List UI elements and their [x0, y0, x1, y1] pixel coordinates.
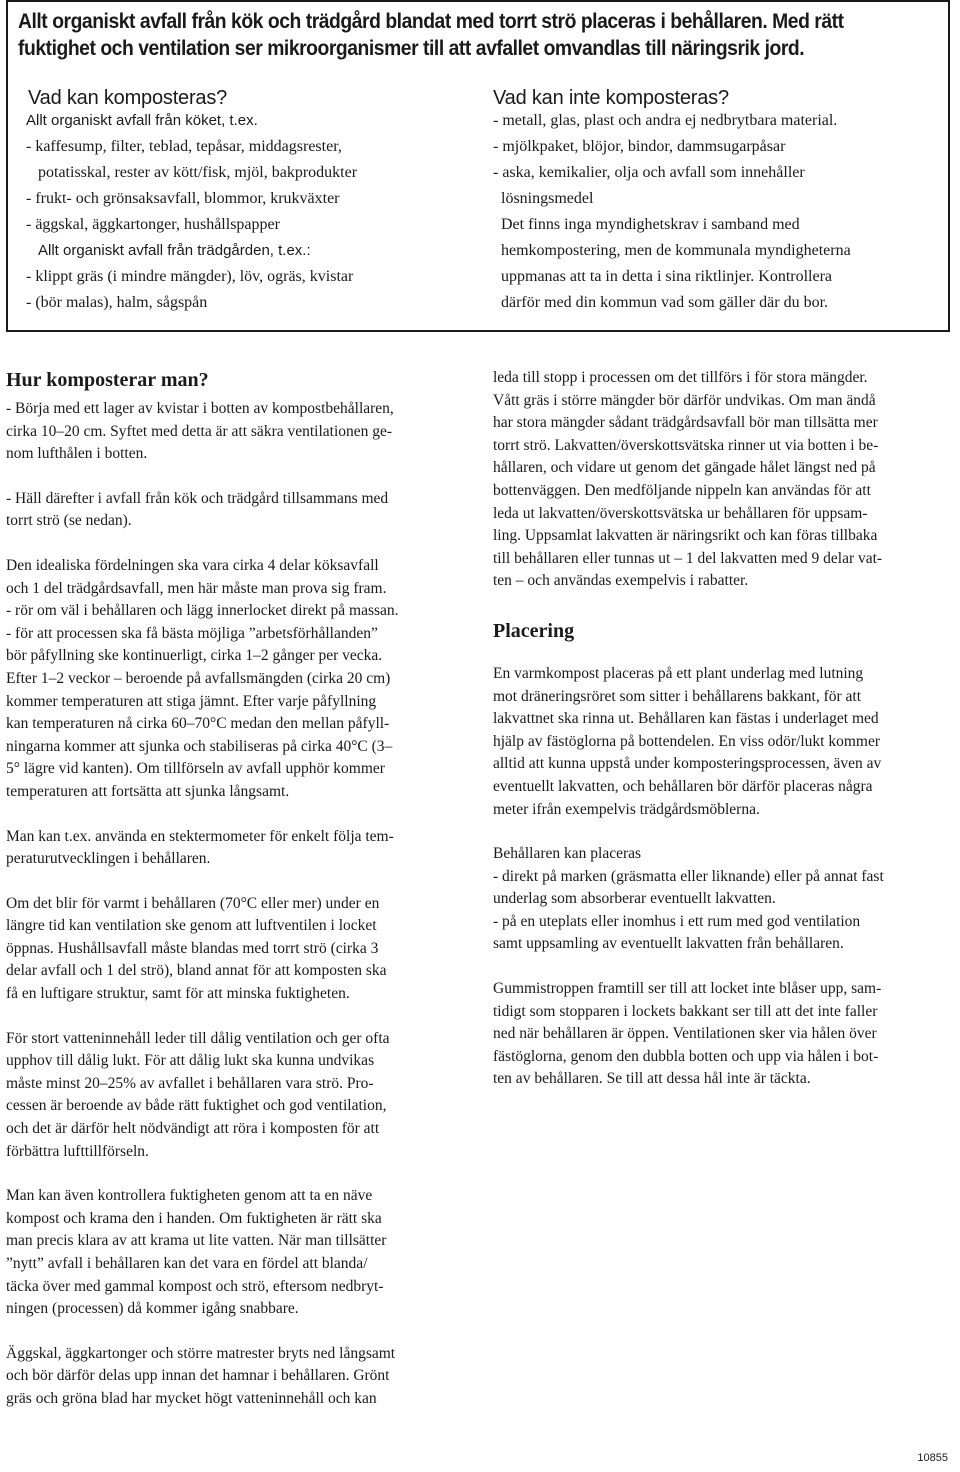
- text-line: Man kan även kontrollera fuktigheten genom att ta en näve: [6, 1187, 373, 1205]
- list-item: Allt organiskt avfall från trädgården, t.ex.:: [38, 242, 311, 259]
- text-line: gräs och gröna blad har mycket högt vatteninnehåll och kan: [6, 1389, 377, 1407]
- text-line: hjälp av fästöglorna på bottendelen. En viss odör/lukt kommer: [493, 732, 880, 750]
- text-line: - på en uteplats eller inomhus i ett rum med god ventilation: [493, 912, 861, 930]
- paragraph: [6, 826, 468, 871]
- can-compost-list: [26, 108, 357, 316]
- text-line: leda ut lakvatten/överskottsvätska ur behållaren för uppsam-: [493, 504, 868, 522]
- text-line: Behållaren kan placeras: [493, 845, 642, 863]
- list-item: Det finns inga myndighetskrav i samband med: [501, 216, 800, 233]
- text-line: förbättra lufttillförseln.: [6, 1142, 149, 1160]
- text-line: och det är därför helt nödvändigt att röra i komposten för att: [6, 1120, 380, 1138]
- list-item: - aska, kemikalier, olja och avfall som innehåller: [493, 164, 805, 181]
- text-line: Gummistroppen framtill ser till att locket inte blåser upp, sam-: [493, 980, 882, 998]
- text-line: - direkt på marken (gräsmatta eller liknande) eller på annat fast: [493, 867, 884, 885]
- list-item: lösningsmedel: [501, 190, 594, 207]
- paragraph: [493, 367, 955, 593]
- list-item: - metall, glas, plast och andra ej nedbrytbara material.: [493, 112, 838, 129]
- list-item: hemkompostering, men de kommunala myndigheterna: [501, 242, 851, 259]
- text-line: cessen är beroende av både rätt fuktighet och god ventilation,: [6, 1097, 387, 1115]
- text-line: täcka över med gammal kompost och strö, eftersom nedbryt-: [6, 1277, 384, 1295]
- text-line: - för att processen ska få bästa möjliga ”arbetsförhållanden”: [6, 624, 378, 642]
- text-line: och 1 del trädgårdsavfall, men här måste man prova sig fram.: [6, 579, 387, 597]
- text-line: - Börja med ett lager av kvistar i botten av kompostbehållaren,: [6, 400, 394, 417]
- text-line: ningen (processen) då kommer igång snabbare.: [6, 1300, 299, 1318]
- text-line: - rör om väl i behållaren och lägg innerlocket direkt på massan.: [6, 602, 399, 620]
- list-item: - äggskal, äggkartonger, hushållspapper: [26, 216, 280, 233]
- text-line: leda till stopp i processen om det tillförs i för stora mängder.: [493, 369, 868, 386]
- list-item: uppmanas att ta in detta i sina riktlinjer. Kontrollera: [501, 268, 833, 285]
- text-line: öppnas. Hushållsavfall måste blandas med torrt strö (cirka 3: [6, 939, 379, 957]
- can-compost-heading: Vad kan komposteras?: [28, 87, 228, 109]
- text-line: ned när behållaren är öppen. Ventilationen sker via hålen över: [493, 1025, 877, 1043]
- list-item: Allt organiskt avfall från köket, t.ex.: [26, 112, 258, 129]
- paragraph: [493, 663, 955, 821]
- section-heading: Placering: [493, 619, 575, 642]
- text-line: ten – och användas exempelvis i rabatter.: [493, 572, 749, 590]
- list-item: - frukt- och grönsaksavfall, blommor, krukväxter: [26, 190, 340, 207]
- text-line: För stort vatteninnehåll leder till dålig ventilation och ger ofta: [6, 1029, 390, 1047]
- text-line: Man kan t.ex. använda en stektermometer för enkelt följa tem-: [6, 827, 394, 845]
- text-line: lakvattnet ska rinna ut. Behållaren kan fästas i underlaget med: [493, 710, 879, 728]
- text-line: och bör därför delas upp innan det hamnar i behållaren. Grönt: [6, 1367, 390, 1385]
- text-line: torrt strö (se nedan).: [6, 512, 132, 530]
- cannot-compost-list: [493, 108, 851, 316]
- text-line: längre tid kan ventilation ske genom att luftventilen i locket: [6, 917, 377, 935]
- intro-line-2: fuktighet och ventilation ser mikroorganismer till att avfallet omvandlas till näringsrik jord.: [18, 37, 805, 60]
- paragraph: [6, 555, 468, 804]
- text-line: Den idealiska fördelningen ska vara cirka 4 delar köksavfall: [6, 556, 379, 574]
- text-line: mot dräneringsröret som sitter i behållarens bakkant, för att: [493, 687, 862, 705]
- text-line: peraturutvecklingen i behållaren.: [6, 850, 211, 868]
- paragraph: [6, 893, 468, 1006]
- text-line: eventuellt lakvatten, och behållaren bör därför placeras några: [493, 777, 873, 795]
- text-line: ”nytt” avfall i behållaren kan det vara en fördel att blanda/: [6, 1255, 368, 1272]
- text-line: - Häll därefter i avfall från kök och trädgård tillsammans med: [6, 489, 389, 507]
- text-line: man precis klara av att krama ut lite vatten. När man tillsätter: [6, 1232, 387, 1250]
- text-line: till behållaren eller tunnas ut – 1 del lakvatten med 9 delar vat-: [493, 549, 883, 567]
- left-column: [6, 368, 468, 1411]
- text-line: Efter 1–2 veckor – beroende på avfallsmängden (cirka 20 cm): [6, 669, 391, 687]
- paragraph: [6, 488, 468, 533]
- text-line: måste minst 20–25% av avfallet i behållaren vara strö. Pro-: [6, 1074, 374, 1092]
- list-item: potatisskal, rester av kött/fisk, mjöl, bakprodukter: [38, 164, 358, 181]
- text-line: kompost och krama den i handen. Om fuktigheten är rätt ska: [6, 1209, 382, 1227]
- list-item: - kaffesump, filter, teblad, tepåsar, middagsrester,: [26, 138, 342, 155]
- text-line: bör påfyllning ske kontinuerligt, cirka 1–2 gånger per vecka.: [6, 647, 383, 665]
- text-line: kan temperaturen nå cirka 60–70°C medan den mellan påfyll-: [6, 715, 390, 733]
- cannot-compost-heading: Vad kan inte komposteras?: [493, 87, 729, 109]
- intro-text: [18, 8, 938, 62]
- text-line: tidigt som stopparen i lockets bakkant ser till att det inte faller: [493, 1002, 878, 1020]
- text-line: En varmkompost placeras på ett plant underlag med lutning: [493, 664, 864, 682]
- text-line: bottenväggen. Den medföljande nippeln kan användas för att: [493, 481, 871, 499]
- text-line: Äggskal, äggkartonger och större matrester bryts ned långsamt: [6, 1344, 396, 1362]
- text-line: underlag som absorberar eventuellt lakvatten.: [493, 890, 776, 908]
- text-line: nom lufthålen i botten.: [6, 445, 148, 463]
- text-line: torrt strö. Lakvatten/överskottsvätska rinner ut via botten i be-: [493, 436, 879, 454]
- paragraph: [6, 1185, 468, 1321]
- page-number: 10855: [917, 1452, 948, 1464]
- list-item: - (bör malas), halm, sågspån: [26, 294, 208, 311]
- text-line: Om det blir för varmt i behållaren (70°C eller mer) under en: [6, 894, 380, 912]
- text-line: cirka 10–20 cm. Syftet med detta är att säkra ventilationen ge-: [6, 422, 393, 440]
- text-line: hållaren, och vidare ut genom det gängade hålet längst ned på: [493, 459, 876, 477]
- text-line: alltid att kunna uppstå under komposteringsprocessen, även av: [493, 755, 882, 773]
- paragraph: [6, 1028, 468, 1164]
- paragraph: [6, 1343, 468, 1411]
- paragraph: [6, 398, 468, 466]
- text-line: få en luftigare struktur, samt för att minska fuktigheten.: [6, 985, 350, 1003]
- text-line: ten av behållaren. Se till att dessa hål inte är täckta.: [493, 1070, 811, 1088]
- text-line: temperaturen att fortsätta att sjunka långsamt.: [6, 782, 290, 800]
- list-item: - mjölkpaket, blöjor, bindor, dammsugarpåsar: [493, 138, 786, 155]
- section-heading: Hur komposterar man?: [6, 369, 209, 391]
- right-column: [493, 367, 955, 1091]
- text-line: ningarna kommer att sjunka och stabiliseras på cirka 40°C (3–: [6, 737, 393, 755]
- text-line: samt uppsamling av eventuellt lakvatten från behållaren.: [493, 935, 844, 953]
- paragraph: [493, 843, 955, 956]
- text-line: ling. Uppsamlat lakvatten är näringsrikt och kan föras tillbaka: [493, 527, 878, 545]
- text-line: delar avfall och 1 del strö), bland annat för att komposten ska: [6, 962, 387, 980]
- text-line: fästöglorna, genom den dubbla botten och upp via hålen i bot-: [493, 1047, 879, 1065]
- text-line: upphov till dålig lukt. För att dålig lukt ska kunna undvikas: [6, 1052, 375, 1070]
- paragraph: [493, 978, 955, 1091]
- text-line: meter ifrån exempelvis trädgårdsmöblerna.: [493, 800, 760, 818]
- list-item: därför med din kommun vad som gäller där du bor.: [501, 294, 829, 311]
- text-line: kommer temperaturen att stiga jämnt. Efter varje påfyllning: [6, 692, 377, 710]
- intro-line-1: Allt organiskt avfall från kök och trädgård blandat med torrt strö placeras i behållaren. Med rätt: [18, 10, 844, 33]
- text-line: har stora mängder sådant trädgårdsavfall bör man tillsätta mer: [493, 414, 878, 432]
- list-item: - klippt gräs (i mindre mängder), löv, ogräs, kvistar: [26, 268, 354, 285]
- text-line: Vått gräs i större mängder bör därför undvikas. Om man ändå: [493, 391, 876, 409]
- text-line: 5° lägre vid kanten). Om tillförseln av avfall upphör kommer: [6, 760, 385, 778]
